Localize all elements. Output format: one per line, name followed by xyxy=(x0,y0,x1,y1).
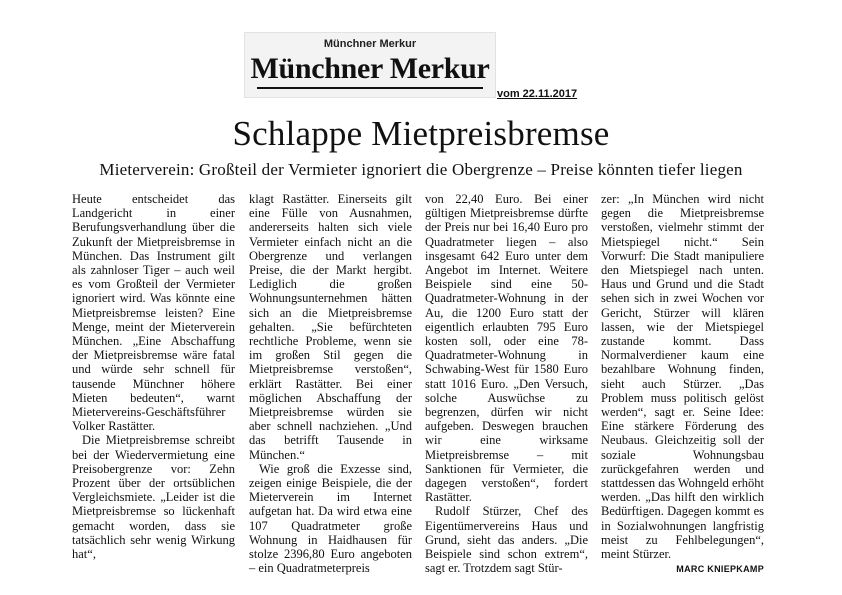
paragraph: Rudolf Stürzer, Chef des Eigentümervereins Haus und Grund, sieht das anders. „Die Beispiele sind schon extrem“, sagt er. Trotzdem sagt Stür- xyxy=(425,504,588,576)
article-subheadline: Mieterverein: Großteil der Vermieter ignoriert die Obergrenze – Preise könnten tiefer liegen xyxy=(99,160,743,179)
paragraph: zer: „In München wird nicht gegen die Mietpreisbremse verstoßen, vielmehr stimmt der Mietspiegel nicht.“ Sein Vorwurf: Die Stadt manipuliere den Mietspiegel nach unten. Haus und Grund und die Stadt sehen sich in zwei Wochen vor Gericht, Stürzer will klären lassen, wie der Mietspiegel zustande kommt. Dass Normalverdiener kaum eine bezahlbare Wohnung finden, sieht auch Stürzer. „Das Problem muss politisch gelöst werden“, sagt er. Seine Idee: Eine stärkere Förderung des Neubaus. Gleichzeitig soll der soziale Wohnungsbau zurückgefahren werden und stattdessen das Wohngeld erhöht werden. „Das hilft den wirklich Bedürftigen. Dagegen kommt es in Sozialwohnungen langfristig meist zu Fehlbelegungen“, meint Stürzer. xyxy=(601,192,764,562)
article-column-2 xyxy=(249,192,412,575)
article-column-1 xyxy=(72,192,235,561)
paragraph: klagt Rastätter. Einerseits gilt eine Fülle von Ausnahmen, andererseits halten sich viele Vermieter einfach nicht an die Obergrenze und verlangen Preise, die der Markt hergibt. Lediglich die großen Wohnungsunternehmen hätten sich an die Mietpreisbremse gehalten. „Sie befürchteten rechtliche Probleme, wenn sie im großen Stil gegen die Mietpreisbremse verstoßen“, erklärt Rastätter. Bei einer möglichen Abschaffung der Mietpreisbremse würden sie aber schnell nachziehen. „Und das betrifft Tausende in München.“ xyxy=(249,192,412,462)
masthead-small-title: Münchner Merkur xyxy=(323,38,417,50)
masthead-title: Münchner Merkur xyxy=(250,52,490,85)
article-column-3 xyxy=(425,192,588,575)
masthead-logo xyxy=(244,32,496,98)
paragraph: von 22,40 Euro. Bei einer gültigen Mietpreisbremse dürfte der Preis nur bei 16,40 Euro pro Quadratmeter liegen – also insgesamt 642 Euro unter dem Angebot im Internet. Weitere Beispiele sind eine 50-Quadratmeter-Wohnung in der Au, die 1200 Euro statt der eigentlich erlaubten 795 Euro kosten soll, oder eine 78-Quadratmeter-Wohnung in Schwabing-West für 1580 Euro statt 1016 Euro. „Den Versuch, solche Auswüchse zu begrenzen, dürfen wir nicht aufgeben. Deswegen brauchen wir eine wirksame Mietpreisbremse – mit Sanktionen für Vermieter, die dagegen verstoßen“, fordert Rastätter. xyxy=(425,192,588,505)
paragraph: Heute entscheidet das Landgericht in einer Berufungsverhandlung über die Zukunft der Mietpreisbremse in München. Das Instrument gilt als zahnloser Tiger – auch weil es vom Großteil der Vermieter ignoriert wird. Was könnte eine Mietpreisbremse leisten? Eine Menge, meint der Mieterverein München. „Eine Abschaffung der Mietpreisbremse wäre fatal und würde sehr schnell für tausende Münchner höhere Mieten bedeuten“, warnt Mietervereins-Geschäftsführer Volker Rastätter. xyxy=(72,192,235,434)
author-byline: MARC KNIEPKAMP xyxy=(676,564,764,575)
article-headline: Schlappe Mietpreisbremse xyxy=(232,114,610,153)
article-column-4 xyxy=(601,192,764,576)
publication-date: vom 22.11.2017 xyxy=(497,88,578,100)
masthead-rule xyxy=(257,87,483,89)
paragraph: Die Mietpreisbremse schreibt bei der Wiedervermietung eine Preisobergrenze vor: Zehn Prozent über der ortsüblichen Vergleichsmiete. „Leider ist die Mietpreisbremse so lückenhaft gemacht worden, dass sie tatsächlich sehr wenig Wirkung hat“, xyxy=(72,433,235,562)
paragraph: Wie groß die Exzesse sind, zeigen einige Beispiele, die der Mieterverein im Internet aufgetan hat. Da wird etwa eine 107 Quadratmeter große Wohnung in Haidhausen für stolze 2396,80 Euro angeboten – ein Quadratmeterpreis xyxy=(249,461,412,576)
